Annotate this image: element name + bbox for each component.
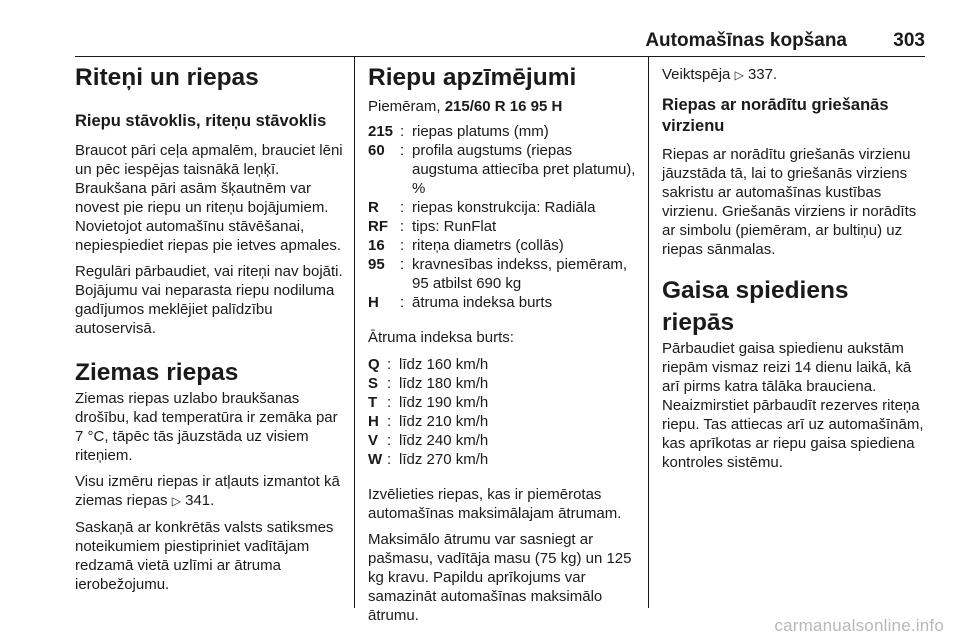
section-title-wheels-tyres: Riteņi un riepas xyxy=(75,64,259,91)
watermark: carmanualsonline.info xyxy=(774,616,944,635)
term-value: ātruma indeksa burts xyxy=(412,294,553,311)
term-key: 16 xyxy=(368,237,385,254)
term-value: riepas konstrukcija: Radiāla xyxy=(412,199,596,216)
column-2 xyxy=(368,56,638,625)
term-value: kravnesības indekss, piemēram, 95 atbilst 690 kg xyxy=(412,256,628,292)
paragraph-with-reference xyxy=(662,65,927,85)
column-3 xyxy=(662,56,927,472)
page-number: 303 xyxy=(893,30,925,51)
term-key: Q xyxy=(368,356,380,373)
example-value: 215/60 R 16 95 H xyxy=(444,98,563,115)
page-reference: 337. xyxy=(747,66,778,83)
term-separator: : xyxy=(400,237,405,254)
term-key: RF xyxy=(368,218,388,235)
paragraph: Braucot pāri ceļa apmalēm, brauciet lēni un pēc iespējas taisnākā leņķī. Braukšana pāri asām šķautnēm var novest pie riepu un riteņu bojājumiem. Novietojot automašīnu stāvēšanai, nepiespiediet riepas pie ietves apmales. xyxy=(75,142,343,254)
page-reference: 341. xyxy=(185,492,215,509)
term-separator: : xyxy=(400,142,405,159)
speed-index-list xyxy=(368,355,638,469)
term-separator: : xyxy=(387,356,392,373)
paragraph-text: Visu izmēru riepas ir atļauts izmantot kā ziemas riepas xyxy=(75,473,340,509)
paragraph: Saskaņā ar konkrētās valsts satiksmes noteikumiem piestipriniet vadītājam redzamā vietā uzlīmi ar ātruma ierobežojumu. xyxy=(75,519,334,593)
speed-index-intro: Ātruma indeksa burts: xyxy=(368,329,514,346)
term-key: H xyxy=(368,413,379,430)
term-key: W xyxy=(368,451,383,468)
term-value: līdz 190 km/h xyxy=(399,394,489,411)
paragraph: Ziemas riepas uzlabo braukšanas drošību, kad temperatūra ir zemāka par 7 °C, tāpēc tās jāuzstāda uz visiem riteņiem. xyxy=(75,390,338,464)
heading-text: Riepu apzīmējumi xyxy=(368,64,577,91)
term-separator: : xyxy=(400,256,405,273)
column-divider-1 xyxy=(354,56,355,608)
section-title-winter-tyres: Ziemas riepas xyxy=(75,359,239,386)
term-separator: : xyxy=(400,218,405,235)
paragraph: Maksimālo ātrumu var sasniegt ar pašmasu, vadītāja masu (75 kg) un 125 kg kravu. Papildu aprīkojums var samazināt automašīnas maksimālo ātrumu. xyxy=(368,531,632,624)
paragraph: Pārbaudiet gaisa spiedienu aukstām riepām vismaz reizi 14 dienu laikā, kā arī pirms katra tālāka brauciena. Neaizmirstiet pārbaudīt rezerves riteņa riepu. Tas attiecas arī uz automašīnām, kas aprīkotas ar riepu gaisa spiediena kontroles sistēmu. xyxy=(662,340,924,471)
section-title-tyre-designations xyxy=(368,62,638,94)
term-value: līdz 180 km/h xyxy=(399,375,489,392)
page-header xyxy=(75,26,925,57)
term-value: riepas platums (mm) xyxy=(412,123,549,140)
paragraph: Riepas ar norādītu griešanās virzienu jāuzstāda tā, lai to griešanās virziens sakristu ar automašīnas kustības virzienu. Griešanās virziens ir norādīts ar simbolu (piemēram, ar bultiņu) uz riepas sānmalas. xyxy=(662,146,917,258)
term-key: S xyxy=(368,375,379,392)
term-separator: : xyxy=(387,413,392,430)
term-key: 60 xyxy=(368,142,385,159)
term-separator: : xyxy=(387,432,392,449)
header-title: Automašīnas kopšana xyxy=(645,30,847,51)
subsection-title-directional-tyres: Riepas ar norādītu griešanās virzienu xyxy=(662,96,889,135)
column-divider-2 xyxy=(648,56,649,608)
triangle-right-icon: ▷ xyxy=(734,68,744,82)
term-separator: : xyxy=(387,375,392,392)
triangle-right-icon: ▷ xyxy=(171,494,181,508)
subsection-title-condition: Riepu stāvoklis, riteņu stāvoklis xyxy=(75,112,327,130)
term-separator: : xyxy=(387,451,392,468)
term-key: V xyxy=(368,432,379,449)
paragraph-text: Veiktspēja xyxy=(662,66,731,83)
term-value: riteņa diametrs (collās) xyxy=(412,237,564,254)
term-key: T xyxy=(368,394,378,411)
term-value: līdz 240 km/h xyxy=(399,432,489,449)
paragraph: Regulāri pārbaudiet, vai riteņi nav bojāti. Bojājumu vai neparasta riepu nodiluma gadījumos meklējiet palīdzību autoservisā. xyxy=(75,263,343,337)
paragraph: Izvēlieties riepas, kas ir piemērotas automašīnas maksimālajam ātrumam. xyxy=(368,486,622,522)
term-key: 95 xyxy=(368,256,385,273)
term-key: H xyxy=(368,294,379,311)
term-separator: : xyxy=(400,123,405,140)
term-separator: : xyxy=(400,199,405,216)
term-separator: : xyxy=(400,294,405,311)
example-line xyxy=(368,97,638,116)
example-label: Piemēram, xyxy=(368,98,441,115)
term-key: 215 xyxy=(368,123,394,140)
term-value: līdz 160 km/h xyxy=(399,356,489,373)
term-value: līdz 210 km/h xyxy=(399,413,489,430)
term-key: R xyxy=(368,199,379,216)
section-title-tyre-pressure: Gaisa spiediens riepās xyxy=(662,277,849,336)
term-value: profila augstums (riepas augstuma attiecība pret platumu), % xyxy=(412,142,636,197)
term-separator: : xyxy=(387,394,392,411)
column-1 xyxy=(75,56,345,594)
designation-list xyxy=(368,122,638,312)
term-value: tips: RunFlat xyxy=(412,218,497,235)
paragraph-with-reference xyxy=(75,472,345,511)
term-value: līdz 270 km/h xyxy=(399,451,489,468)
